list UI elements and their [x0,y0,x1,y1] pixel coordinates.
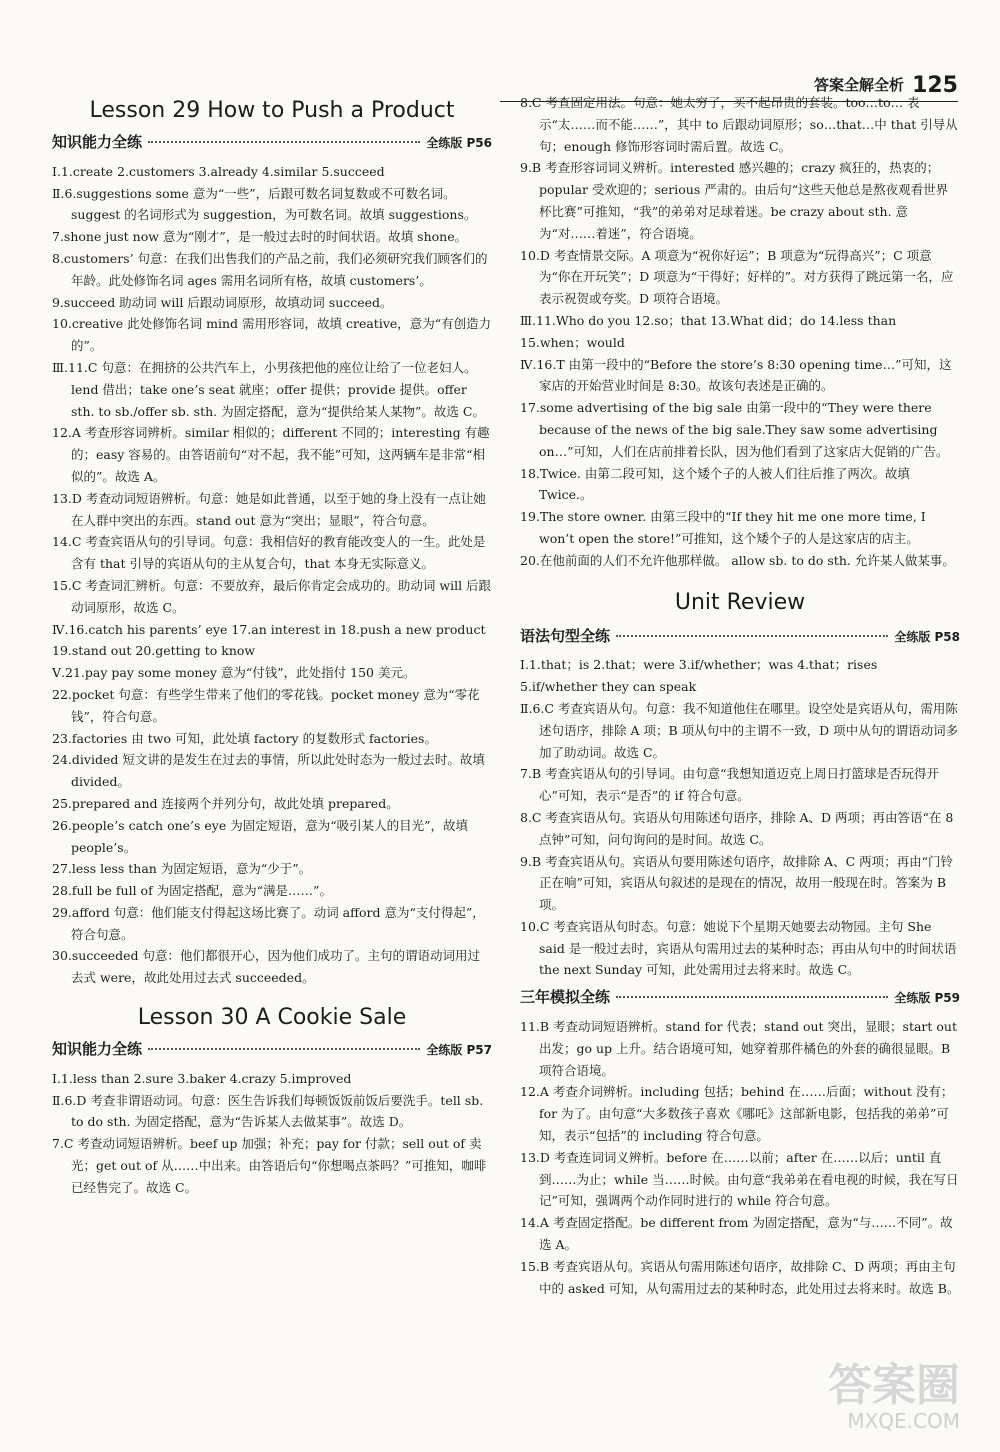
answer-item: 15.C 考查词汇辨析。句意：不要放弃，最后你肯定会成功的。助动词 will 后跟动词原形，故选 C。 [52,577,492,615]
answer-item: 19.The store owner. 由第三段中的“If they hit me one more time, I won’t open the store!”可推知，这个矮个子的人是这家店的店主。 [520,509,926,546]
answer-item: 18.Twice. 由第二段可知，这个矮个子的人被人们往后推了两次。故填 Twice.。 [520,465,910,503]
watermark-logo-text: 答案圈 [828,1360,960,1411]
answer-item: 19.stand out 20.getting to know [52,643,256,659]
lesson-30-title: Lesson 30 A Cookie Sale [137,1005,407,1031]
answer-item: 13.D 考查动词短语辨析。句意：她是如此普通，以至于她的身上没有一点让她在人群中突出的东西。stand out 意为“突出；显眼”，符合句意。 [52,490,486,528]
dotted-leader [616,996,888,998]
watermark [828,1362,960,1432]
answer-item: 22.pocket 句意：有些学生带来了他们的零花钱。pocket money 意为“零花钱”，符合句意。 [52,686,480,724]
answer-item: 14.C 考查宾语从句的引导词。句意：我相信好的教育能改变人的一生。此处是含有 that 引导的宾语从句的主从复合句，that 本身无实际意义。 [52,534,486,572]
answer-item: 11.B 考查动词短语辨析。stand for 代表；stand out 突出，显眼；start out 出发；go up 上升。结合语境可知，她穿着那件橘色的外套的确很显眼。B 项符合语境。 [520,1019,958,1078]
answer-item: Ⅰ.1.less than 2.sure 3.baker 4.crazy 5.improved [52,1070,352,1086]
answer-item: Ⅰ.1.that；is 2.that；were 3.if/whether；was 4.that；rises [520,657,878,673]
answer-item: 13.D 考查连词词义辨析。before 在……以前；after 在……以后；until 直到……为止；while 当……时候。由句意“我弟弟在看电视的时候，我在写日记”可知，强调两个动作同时进行的 while 符合句意。 [520,1149,959,1209]
answer-item: 25.prepared and 连接两个并列分句，故此处填 prepared。 [52,795,399,811]
answer-item: 26.people’s catch one’s eye 为固定短语，意为“吸引某人的目光”，故填 people’s。 [52,817,469,855]
section-header [520,987,960,1010]
answer-item: 15.when；would [520,334,625,350]
page-number: 125 [912,73,958,99]
section-ref: 全练版 P59 [894,991,960,1006]
answer-item: Ⅱ.6.C 考查宾语从句。句意：我不知道他住在哪里。设空处是宾语从句，需用陈述句语序，排除 A 项；B 项从句中的主谓不一致，D 项中从句的谓语动词多加了助动词。故选 C。 [520,700,959,760]
answer-item: 24.divided 短文讲的是发生在过去的事情，所以此处时态为一般过去时。故填 divided。 [52,752,485,790]
answer-item: Ⅰ.1.create 2.customers 3.already 4.similar 5.succeed [52,163,385,179]
answer-item: 7.B 考查宾语从句的引导词。由句意“我想知道迈克上周日打篮球是否玩得开心”可知，表示“是否”的 if 符合句意。 [520,766,939,804]
answer-item: 7.C 考查动词短语辨析。beef up 加强；补充；pay for 付款；sell out of 卖光；get out of 从……中出来。由答语后句“你想喝点茶吗？”可推知，咖啡已经售完了。故选 C。 [52,1136,487,1195]
answer-item: Ⅳ.16.T 由第一段中的“Before the store’s 8:30 opening time…”可知，这家店的开始营业时间是 8:30。故该句表述是正确的。 [520,356,952,394]
section-name: 语法句型全练 [520,626,611,645]
dotted-leader [148,141,420,143]
section-ref: 全练版 P57 [426,1043,492,1058]
dotted-leader [148,1048,420,1050]
answer-item: 10.D 考查情景交际。A 项意为“祝你好运”；B 项意为“玩得高兴”；C 项意为“你在开玩笑”；D 项意为“干得好；好样的”。对方获得了跳远第一名，应表示祝贺或夸奖。D 项符合语境。 [520,247,954,307]
section-ref: 全练版 P56 [426,136,492,150]
answer-item: 8.C 考查宾语从句。宾语从句用陈述句语序，排除 A、D 两项；再由答语“在 8 点钟”可知，问句询问的是时间。故选 C。 [520,809,954,847]
section-name: 知识能力全练 [52,133,143,151]
answer-item: 9.succeed 助动词 will 后跟动词原形，故填动词 succeed。 [52,294,393,310]
answer-item: 28.full be full of 为固定搭配，意为“满是……”。 [52,883,332,899]
answer-item: 7.shone just now 意为“刚才”，是一般过去时的时间状语。故填 shone。 [52,229,468,245]
answer-item: Ⅴ.21.pay pay some money 意为“付钱”，此处指付 150 美元。 [52,665,416,681]
answer-item: Ⅲ.11.Who do you 12.so；that 13.What did；do 14.less than [520,312,897,328]
right-column [520,92,960,1299]
answer-item: 8.customers’ 句意：在我们出售我们的产品之前，我们必须研究我们顾客们的年龄。此处修饰名词 ages 需用名词所有格，故填 customers’。 [52,250,488,288]
watermark-url: MXQE.COM [847,1409,960,1433]
header-title: 答案全解全析 [814,76,905,95]
answer-item: Ⅱ.6.D 考查非谓语动词。句意：医生告诉我们每顿饭饭前饭后要洗手。tell sb. to do sth. 为固定搭配，意为“告诉某人去做某事”。故选 D。 [52,1092,484,1130]
answer-item: Ⅲ.11.C 句意：在拥挤的公共汽车上，小男孩把他的座位让给了一位老妇人。lend 借出；take one’s seat 就座；offer 提供；provide 提供。offer sth. to sb./offer sb. sth. 为固定搭配，意为“提供给某人某物”。故选 C。 [52,359,485,419]
section-ref: 全练版 P58 [894,629,960,644]
section-header [52,1039,492,1062]
answer-item: Ⅱ.6.suggestions some 意为“一些”，后跟可数名词复数或不可数名词。suggest 的名词形式为 suggestion，为可数名词。故填 suggestions。 [52,185,477,223]
answer-item: 29.afford 句意：他们能支付得起这场比赛了。动词 afford 意为“支付得起”，符合句意。 [52,904,485,942]
unit-review-title: Unit Review [674,589,806,615]
answer-item: 20.在他前面的人们不允许他那样做。 allow sb. to do sth. 允许某人做某事。 [520,552,955,568]
answer-item: 9.B 考查宾语从句。宾语从句要用陈述句语序，故排除 A、C 两项；再由“门铃正在响”可知，宾语从句叙述的是现在的情况，故用一般现在时。答案为 B 项。 [520,853,954,913]
answer-item: 5.if/whether they can speak [520,679,697,695]
answer-item: 10.C 考查宾语从句时态。句意：她说下个星期天她要去动物园。主句 She said 是一般过去时，宾语从句需用过去的某种时态；再由从句中的时间状语 the next Sunday 可知，此处需用过去将来时。故选 C。 [520,918,957,978]
answer-item: Ⅳ.16.catch his parents’ eye 17.an interest in 18.push a new product [52,621,486,637]
dotted-leader [616,635,888,637]
section-header [520,626,960,649]
lesson-29-title: Lesson 29 How to Push a Product [89,98,455,123]
answer-item: 30.succeeded 句意：他们都很开心，因为他们成功了。主句的谓语动词用过去式 were，故此处用过去式 succeeded。 [52,948,481,986]
answer-item: 27.less less than 为固定短语，意为“少于”。 [52,861,312,877]
section-name: 知识能力全练 [52,1040,143,1059]
answer-item: 8.C 考查固定用法。句意：她太穷了，买不起昂贵的套装。too…to… 表示“太……而不能……”，其中 to 后跟动词原形；so…that…中 that 引导从句；enough 修饰形容词时需后置。故选 C。 [520,95,958,154]
answer-item: 23.factories 由 two 可知，此处填 factory 的复数形式 factories。 [52,730,437,746]
answer-item: 12.A 考查形容词辨析。similar 相似的；different 不同的；interesting 有趣的；easy 容易的。由答语前句“对不起，我不能”可知，这两辆车是非常“相似的”。故选 A。 [52,425,490,484]
answer-item: 17.some advertising of the big sale 由第一段中的“They were there because of the news of the big sale.They saw some advertising on…”可知，人们在店前排着长队，因为他们看到了这家店大促销的广告。 [520,400,949,459]
section-name: 三年模拟全练 [520,988,611,1007]
answer-item: 15.B 考查宾语从句。宾语从句需用陈述句语序，故排除 C、D 两项；再由主句中的 asked 可知，从句需用过去的某种时态，此处用过去将来时。故选 B。 [520,1258,960,1296]
answer-item: 14.A 考查固定搭配。be different from 为固定搭配，意为“与……不同”。故选 A。 [520,1215,953,1253]
answer-item: 9.B 考查形容词词义辨析。interested 感兴趣的；crazy 疯狂的，热衷的；popular 受欢迎的；serious 严肃的。由后句“这些天他总是熬夜观看世界杯比赛”可推知，“我”的弟弟对足球着迷。be crazy about sth. 意为“对……着迷”，符合语境。 [520,160,949,241]
section-header [52,132,492,155]
answer-item: 12.A 考查介词辨析。including 包括；behind 在……后面；without 没有；for 为了。由句意“大多数孩子喜欢《哪吒》这部新电影，包括我的弟弟”可知，表示“包括”的 including 符合句意。 [520,1084,954,1144]
answer-item: 10.creative 此处修饰名词 mind 需用形容词，故填 creative，意为“有创造力的”。 [52,316,492,354]
left-column [52,88,492,1199]
